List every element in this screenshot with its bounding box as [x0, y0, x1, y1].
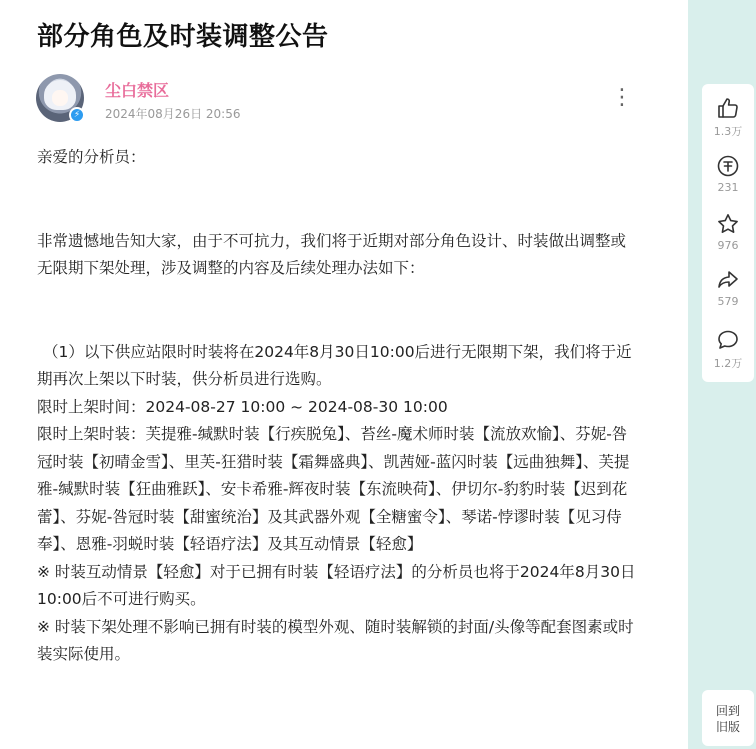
back-button-line1: 回到 — [715, 704, 740, 718]
coin-icon — [716, 154, 740, 178]
comment-count: 1.2万 — [713, 357, 743, 370]
coin-button[interactable] — [702, 154, 754, 194]
author-block — [36, 74, 636, 126]
like-count: 1.3万 — [713, 125, 743, 138]
share-count: 579 — [717, 295, 739, 308]
avatar-face — [52, 90, 68, 106]
paragraph-greeting: 亲爱的分析员： — [37, 148, 146, 166]
paragraph-costumes: 限时上架时装：芙提雅-缄默时装【行疾脱兔】、苔丝-魔术师时装【流放欢愉】、芬妮-咎冠时装【初晴金雪】、里芙-狂猎时装【霜舞盛典】、凯茜娅-蓝闪时装【远曲独舞】、芙提雅-缄默时装【狂曲雅跃】、安卡希雅-辉夜时装【东流映荷】、伊切尔-豹豹时装【迟到花蕾】、芬妮-咎冠时装【甜蜜统治】及其武器外观【全糖蜜令】、琴诺-悖谬时装【见习侍奉】、恩雅-羽蜕时装【轻语疗法】及其互动情景【轻愈】 — [37, 425, 630, 553]
lightning-badge-icon: ⚡ — [69, 107, 85, 123]
article-content — [37, 144, 637, 669]
paragraph-time: 限时上架时间：2024-08-27 10:00 ~ 2024-08-30 10:00 — [37, 397, 448, 416]
back-to-old-version-button[interactable] — [702, 690, 754, 746]
paragraph-section-1: （1）以下供应站限时时装将在2024年8月30日10:00后进行无限期下架，我们将于近期再次上架以下时装，供分析员进行选购。 — [37, 342, 632, 388]
star-icon — [716, 212, 740, 236]
share-button[interactable] — [702, 268, 754, 308]
back-button-line2: 旧版 — [715, 720, 740, 734]
article-title: 部分角色及时装调整公告 — [37, 22, 329, 52]
comment-icon — [716, 328, 740, 352]
favorite-button[interactable] — [702, 212, 754, 252]
more-vertical-icon[interactable]: ⋮ — [611, 85, 633, 110]
coin-count: 231 — [717, 181, 739, 194]
comment-button[interactable] — [702, 328, 754, 371]
post-time: 2024年08月26日 20:56 — [105, 107, 241, 121]
paragraph-intro: 非常遗憾地告知大家，由于不可抗力，我们将于近期对部分角色设计、时装做出调整或无限期下架处理，涉及调整的内容及后续处理办法如下： — [37, 231, 627, 277]
paragraph-note-1: ※ 时装互动情景【轻愈】对于已拥有时装【轻语疗法】的分析员也将于2024年8月30日10:00后不可进行购买。 — [37, 562, 636, 608]
thumbs-up-icon — [716, 96, 740, 120]
author-name[interactable]: 尘白禁区 — [105, 81, 170, 100]
favorite-count: 976 — [717, 239, 739, 252]
like-button[interactable] — [702, 96, 754, 139]
share-icon — [716, 268, 740, 292]
paragraph-note-2: ※ 时装下架处理不影响已拥有时装的模型外观、随时装解锁的封面/头像等配套图素或时装实际使用。 — [37, 617, 634, 663]
action-toolbar — [702, 84, 754, 382]
